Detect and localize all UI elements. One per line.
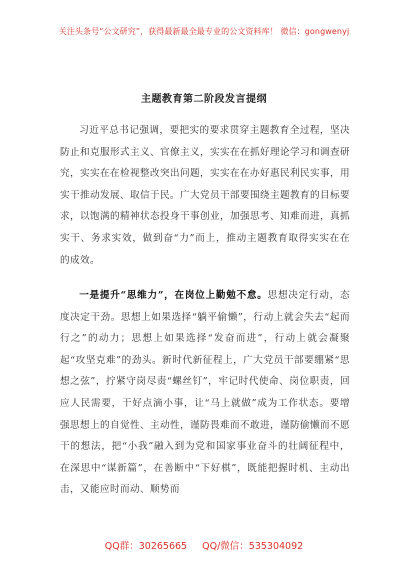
paragraph-point-one <box>60 285 350 501</box>
paragraph-intro: 习近平总书记强调，要把实的要求贯穿主题教育全过程，坚决防止和克服形式主义、官僚主义，实实在在抓好理论学习和调查研究，实实在在检视整改突出问题，实实在在办好惠民利民实事，用实干推动发展、取信于民。广大党员干部要围绕主题教育的目标要求，以饱满的精神状态投身干事创业，加强思考、知难而进，真抓实干、务求实效，做到奋“力”而上，推动主题教育取得实实在在的成效。 <box>60 125 350 266</box>
contact-footer <box>0 538 408 552</box>
promo-header: 关注头条号“公文研究”，获得最新最全最专业的公文资料库！ 微信：gongwenyj <box>58 27 350 36</box>
paragraph-body: 思想决定行动，态度决定干劲。思想上如果选择“躺平偷懒”，行动上就会失去“起而行之”的动力；思想上如果选择“发奋而进”，行动上就会凝聚起“攻坚克难”的劲头。新时代新征程上，广大党员干部要绷紧“思想之弦”，拧紧守岗尽责“螺丝钉”，牢记时代使命、岗位职责，回应人民需要，干好点滴小事，让“马上就做”成为工作状态。要增强思想上的自觉性、主动性，谨防畏难而不敢进，谨防偷懒而不愿干的想法，把“小我”融入到为党和国家事业奋斗的壮阔征程中，在深思中“谋新篇”，在善断中“下好棋”，既能把握时机、主动出击，又能应时而动、顺势而 <box>60 290 351 496</box>
qq-group-label: QQ群：30265665 <box>104 541 188 552</box>
document-title: 主题教育第二阶段发言提纲 <box>141 94 267 105</box>
qq-wechat-label: QQ/微信：535304092 <box>202 541 304 552</box>
paragraph-lead-heading: 一是提升“思维力”，在岗位上勤勉不怠。 <box>79 290 268 301</box>
